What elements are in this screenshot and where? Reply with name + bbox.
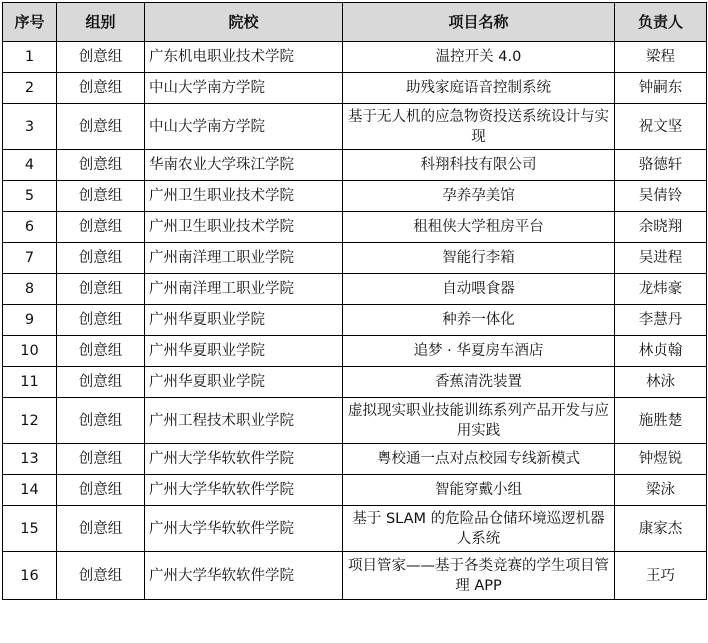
- cell-no: 2: [3, 73, 57, 104]
- cell-leader: 梁泳: [615, 475, 707, 506]
- cell-project: 香蕉清洗装置: [343, 367, 615, 398]
- cell-school: 广州南洋理工职业学院: [145, 243, 343, 274]
- cell-group: 创意组: [57, 274, 145, 305]
- cell-group: 创意组: [57, 305, 145, 336]
- cell-school: 广州卫生职业技术学院: [145, 181, 343, 212]
- cell-project: 助残家庭语音控制系统: [343, 73, 615, 104]
- cell-no: 6: [3, 212, 57, 243]
- cell-project: 智能行李箱: [343, 243, 615, 274]
- cell-no: 14: [3, 475, 57, 506]
- header-group: 组别: [57, 3, 145, 42]
- cell-school: 广州大学华软软件学院: [145, 475, 343, 506]
- table-row: [3, 367, 707, 398]
- cell-leader: 吴进程: [615, 243, 707, 274]
- cell-school: 华南农业大学珠江学院: [145, 150, 343, 181]
- cell-no: 4: [3, 150, 57, 181]
- cell-project: 温控开关 4.0: [343, 42, 615, 73]
- cell-school: 广州华夏职业学院: [145, 367, 343, 398]
- cell-project: 租租侠大学租房平台: [343, 212, 615, 243]
- cell-group: 创意组: [57, 150, 145, 181]
- cell-no: 12: [3, 398, 57, 444]
- cell-leader: 吴倩铃: [615, 181, 707, 212]
- cell-group: 创意组: [57, 42, 145, 73]
- table-row: [3, 73, 707, 104]
- table-row: [3, 398, 707, 444]
- table-row: [3, 336, 707, 367]
- cell-group: 创意组: [57, 552, 145, 600]
- cell-group: 创意组: [57, 104, 145, 150]
- cell-no: 5: [3, 181, 57, 212]
- cell-project: 追梦 · 华夏房车酒店: [343, 336, 615, 367]
- cell-school: 广州华夏职业学院: [145, 305, 343, 336]
- cell-no: 9: [3, 305, 57, 336]
- cell-school: 广东机电职业技术学院: [145, 42, 343, 73]
- table-row: [3, 243, 707, 274]
- cell-no: 8: [3, 274, 57, 305]
- cell-school: 广州大学华软软件学院: [145, 506, 343, 552]
- table-row: [3, 475, 707, 506]
- cell-leader: 林泳: [615, 367, 707, 398]
- cell-leader: 施胜楚: [615, 398, 707, 444]
- cell-leader: 余晓翔: [615, 212, 707, 243]
- cell-project: 项目管家——基于各类竞赛的学生项目管理 APP: [343, 552, 615, 600]
- cell-group: 创意组: [57, 73, 145, 104]
- cell-no: 10: [3, 336, 57, 367]
- cell-project: 智能穿戴小组: [343, 475, 615, 506]
- cell-group: 创意组: [57, 506, 145, 552]
- cell-leader: 龙炜豪: [615, 274, 707, 305]
- table-row: [3, 552, 707, 600]
- cell-project: 科翔科技有限公司: [343, 150, 615, 181]
- table-row: [3, 305, 707, 336]
- cell-group: 创意组: [57, 367, 145, 398]
- cell-project: 粤校通一点对点校园专线新模式: [343, 444, 615, 475]
- cell-group: 创意组: [57, 336, 145, 367]
- table-row: [3, 150, 707, 181]
- cell-project: 自动喂食器: [343, 274, 615, 305]
- cell-school: 广州大学华软软件学院: [145, 552, 343, 600]
- table-row: [3, 42, 707, 73]
- cell-school: 广州华夏职业学院: [145, 336, 343, 367]
- cell-project: 基于无人机的应急物资投送系统设计与实现: [343, 104, 615, 150]
- header-school: 院校: [145, 3, 343, 42]
- cell-school: 广州工程技术职业学院: [145, 398, 343, 444]
- cell-no: 16: [3, 552, 57, 600]
- cell-group: 创意组: [57, 181, 145, 212]
- cell-school: 广州卫生职业技术学院: [145, 212, 343, 243]
- cell-no: 3: [3, 104, 57, 150]
- cell-leader: 康家杰: [615, 506, 707, 552]
- cell-leader: 钟煜锐: [615, 444, 707, 475]
- header-project: 项目名称: [343, 3, 615, 42]
- cell-school: 中山大学南方学院: [145, 73, 343, 104]
- cell-school: 中山大学南方学院: [145, 104, 343, 150]
- cell-group: 创意组: [57, 475, 145, 506]
- cell-school: 广州大学华软软件学院: [145, 444, 343, 475]
- cell-project: 基于 SLAM 的危险品仓储环境巡逻机器人系统: [343, 506, 615, 552]
- table-row: [3, 104, 707, 150]
- table-row: [3, 274, 707, 305]
- cell-project: 种养一体化: [343, 305, 615, 336]
- cell-group: 创意组: [57, 212, 145, 243]
- cell-school: 广州南洋理工职业学院: [145, 274, 343, 305]
- cell-no: 13: [3, 444, 57, 475]
- table-row: [3, 506, 707, 552]
- cell-group: 创意组: [57, 444, 145, 475]
- cell-no: 15: [3, 506, 57, 552]
- table-row: [3, 181, 707, 212]
- project-list-table: [2, 2, 707, 600]
- cell-project: 孕养孕美馆: [343, 181, 615, 212]
- cell-leader: 梁程: [615, 42, 707, 73]
- cell-leader: 钟嗣东: [615, 73, 707, 104]
- table-row: [3, 212, 707, 243]
- cell-leader: 林贞翰: [615, 336, 707, 367]
- cell-leader: 骆德轩: [615, 150, 707, 181]
- cell-no: 1: [3, 42, 57, 73]
- table-body: [3, 42, 707, 600]
- cell-no: 11: [3, 367, 57, 398]
- cell-leader: 祝文坚: [615, 104, 707, 150]
- cell-no: 7: [3, 243, 57, 274]
- header-row: [3, 3, 707, 42]
- header-no: 序号: [3, 3, 57, 42]
- cell-leader: 王巧: [615, 552, 707, 600]
- header-leader: 负责人: [615, 3, 707, 42]
- cell-leader: 李慧丹: [615, 305, 707, 336]
- cell-group: 创意组: [57, 398, 145, 444]
- table-row: [3, 444, 707, 475]
- cell-project: 虚拟现实职业技能训练系列产品开发与应用实践: [343, 398, 615, 444]
- cell-group: 创意组: [57, 243, 145, 274]
